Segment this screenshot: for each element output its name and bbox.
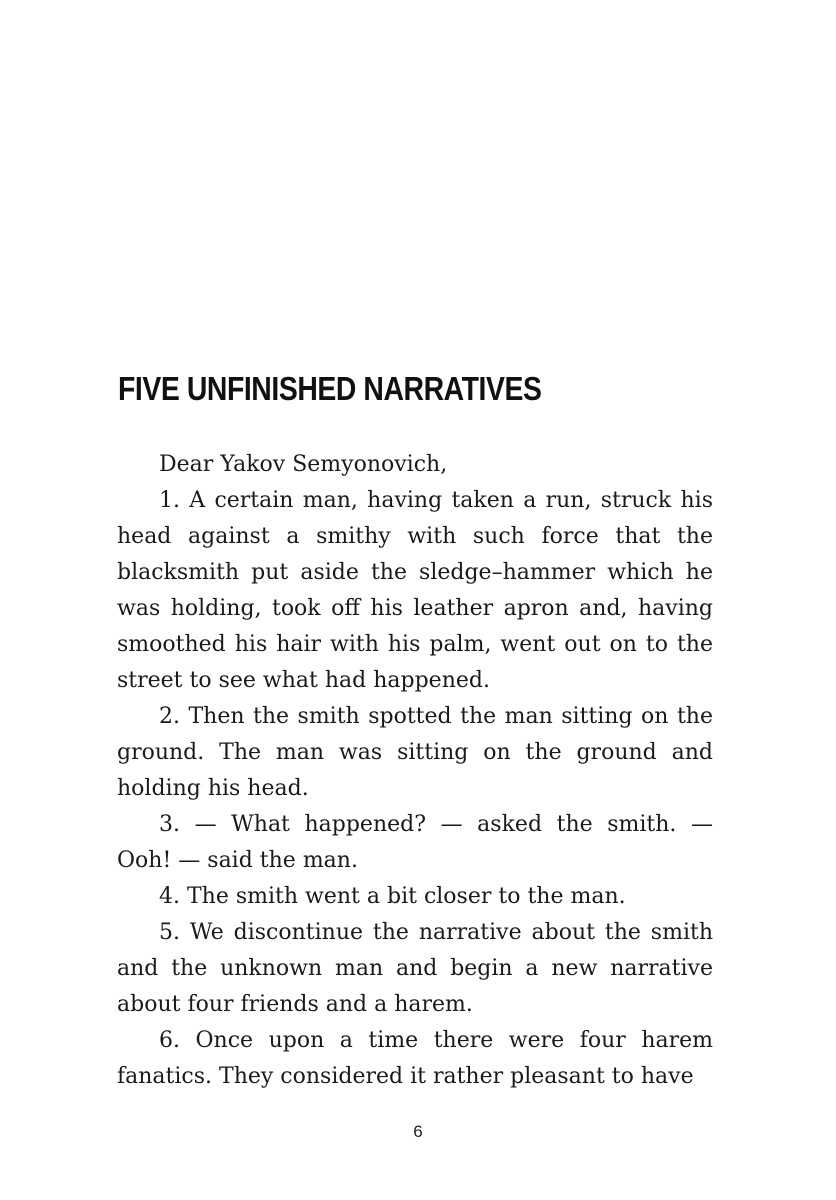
paragraph-salutation: Dear Yakov Semyonovich, [159,452,448,477]
paragraph-3: 3. — What happened? — asked the smith. — Ooh! — said the man. [117,812,713,873]
paragraph-1: 1. A certain man, having taken a run, struck his head against a smithy with such force that the blacksmith put aside the sledge–hammer which he was holding, took off his leather apron and, having smoothed his hair with his palm, went out on to the street to see what had happened. [117,488,713,693]
body-text [117,447,713,1095]
chapter-title: FIVE UNFINISHED NARRATIVES [118,370,542,407]
paragraph-4: 4. The smith went a bit closer to the man. [159,884,626,909]
paragraph-2: 2. Then the smith spotted the man sitting on the ground. The man was sitting on the ground and holding his head. [117,704,713,801]
page-number: 6 [413,1122,423,1141]
paragraph-6: 6. Once upon a time there were four harem fanatics. They considered it rather pleasant to have [117,1028,713,1089]
paragraph-5: 5. We discontinue the narrative about the smith and the unknown man and begin a new narrative about four friends and a harem. [117,920,713,1017]
